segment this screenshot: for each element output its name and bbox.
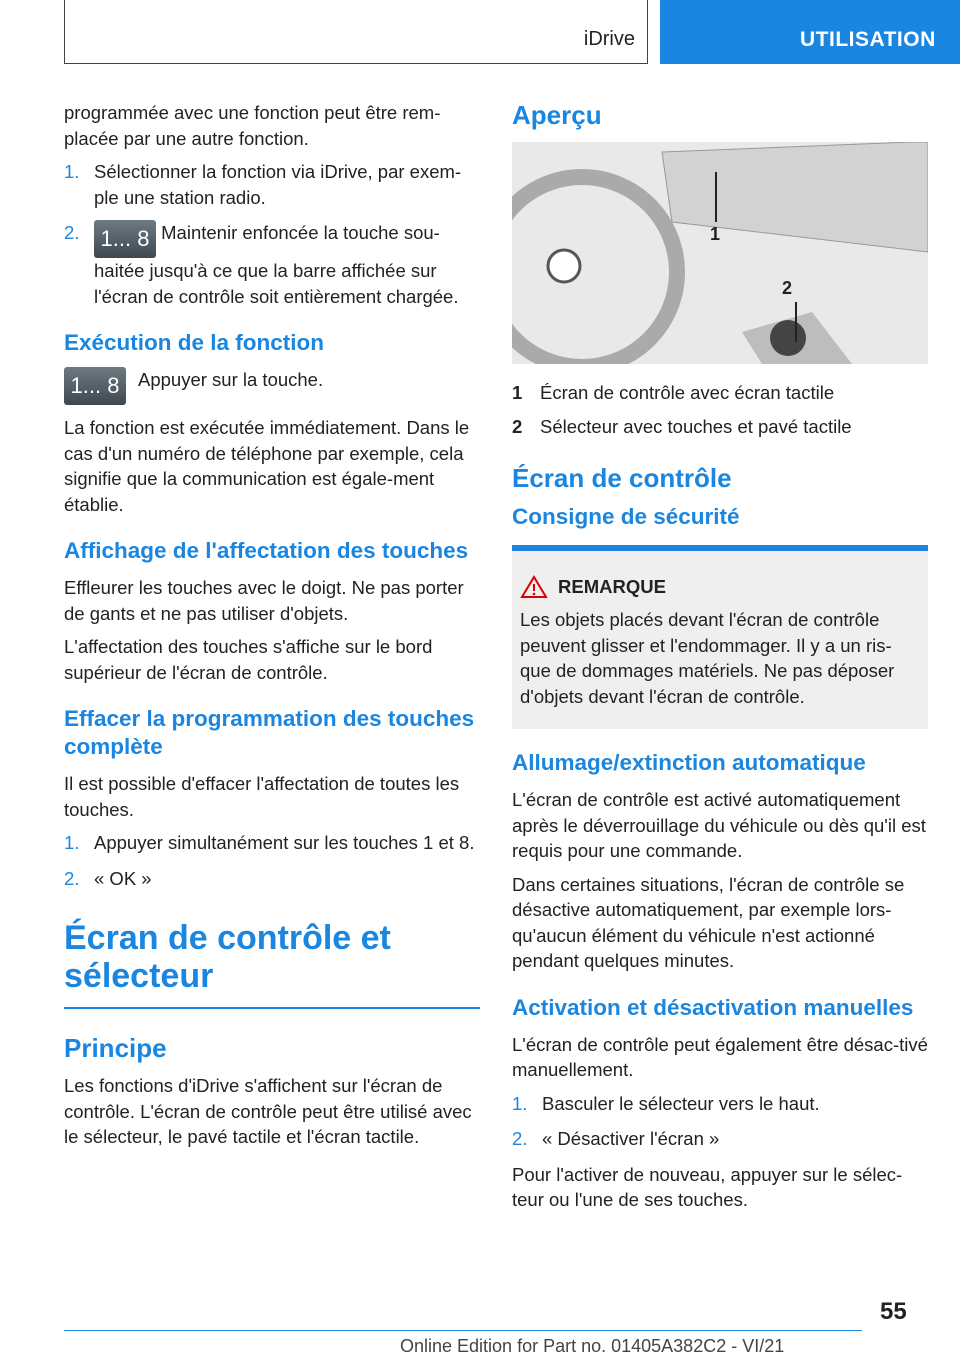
affectation-paragraph-2: L'affectation des touches s'affiche sur le bord supérieur de l'écran de contrôle.: [64, 636, 433, 683]
heading-principe: Principe: [64, 1033, 167, 1063]
list-item: [512, 1126, 928, 1152]
heading-execution: Exécution de la fonction: [64, 330, 325, 355]
list-item: [64, 866, 480, 892]
left-column: [64, 100, 480, 1158]
photo-label-2: 2: [782, 278, 793, 298]
heading-affectation: Affichage de l'affectation des touches: [64, 538, 469, 563]
right-column: [512, 100, 928, 1221]
heading-auto: Allumage/extinction automatique: [512, 750, 866, 775]
caption-number: 2: [512, 415, 523, 437]
header-chapter-tab: [660, 0, 960, 64]
warning-note: [512, 545, 928, 729]
heading-main-section: Écran de contrôle et sélecteur: [64, 919, 391, 995]
header-section-box: [64, 0, 648, 64]
manual-paragraph: L'écran de contrôle peut également être désac-tivé manuellement.: [512, 1033, 928, 1080]
warning-text: Les objets placés devant l'écran de contrôle peuvent glisser et l'endommager. Il y a un ris-que de dommages matériels. Ne pas déposer d'objets devant l'écran de contrôle.: [520, 609, 895, 707]
list-text: Basculer le sélecteur vers le haut.: [542, 1092, 820, 1114]
list-number: 1.: [512, 1092, 528, 1114]
page-number: 55: [880, 1298, 907, 1325]
caption-item: [512, 414, 928, 440]
list-text: « Désactiver l'écran »: [542, 1128, 720, 1149]
warning-triangle-icon: [520, 575, 548, 599]
heading-consigne: Consigne de sécurité: [512, 504, 740, 529]
caption-number: 1: [512, 382, 523, 403]
header-chapter-title: UTILISATION: [800, 28, 936, 51]
warning-title: REMARQUE: [558, 576, 666, 597]
list-number: 2.: [64, 222, 80, 243]
manual-paragraph-2: Pour l'activer de nouveau, appuyer sur le sélec-teur ou l'une de ses touches.: [512, 1163, 903, 1210]
auto-paragraph-1: L'écran de contrôle est activé automatiquement après le déverrouillage du véhicule ou dès qu'il est requis pour une commande.: [512, 789, 926, 861]
list-text: Appuyer simultanément sur les touches 1 et 8.: [94, 832, 475, 853]
heading-clear: Effacer la programmation des touches complète: [64, 706, 475, 759]
favorite-key-icon: 1... 8: [94, 220, 156, 258]
list-item: [512, 1091, 928, 1117]
caption-item: [512, 380, 928, 406]
list-number: 2.: [512, 1128, 528, 1149]
list-text: « OK »: [94, 867, 152, 889]
principe-paragraph: Les fonctions d'iDrive s'affichent sur l'écran de contrôle. L'écran de contrôle peut être utilisé avec le sélecteur, le pavé tactile et l'écran tactile.: [64, 1075, 472, 1147]
section-divider: [64, 1007, 480, 1009]
header-section-title: iDrive: [583, 28, 635, 50]
execution-key-row: [64, 367, 480, 405]
footer-edition: Online Edition for Part no. 01405A382C2 - VI/21: [400, 1336, 785, 1356]
list-text-body: Maintenir enfoncée la touche sou-haitée jusqu'à ce que la barre affichée sur l'écran de contrôle soit entièrement chargée.: [94, 222, 459, 307]
favorite-key-icon: 1... 8: [64, 367, 126, 405]
list-number: 1.: [64, 161, 80, 182]
caption-text: Écran de contrôle avec écran tactile: [540, 382, 835, 403]
heading-apercu: Aperçu: [512, 100, 602, 130]
list-number: 1.: [64, 832, 80, 853]
list-item: [64, 830, 480, 856]
execution-paragraph: La fonction est exécutée immédiatement. Dans le cas d'un numéro de téléphone par exemple, cela signifie que la communication est égale-ment établie.: [64, 417, 470, 515]
photo-label-1: 1: [710, 224, 721, 244]
dashboard-photo: [512, 142, 928, 364]
heading-ecran: Écran de contrôle: [512, 463, 732, 493]
footer-divider: [64, 1330, 862, 1331]
auto-paragraph-2: Dans certaines situations, l'écran de contrôle se désactive automatiquement, par exemple lors-qu'aucun élément du véhicule n'est actionné pendant quelques minutes.: [512, 873, 905, 971]
list-item: [64, 159, 480, 210]
affectation-paragraph-1: Effleurer les touches avec le doigt. Ne pas porter de gants et ne pas utiliser d'objets.: [64, 577, 464, 624]
execution-instruction: Appuyer sur la touche.: [138, 369, 324, 390]
caption-text: Sélecteur avec touches et pavé tactile: [540, 415, 852, 437]
intro-paragraph: programmée avec une fonction peut être rem-placée par une autre fonction.: [64, 102, 441, 149]
list-item: [64, 220, 480, 309]
clear-paragraph: Il est possible d'effacer l'affectation de toutes les touches.: [64, 773, 460, 820]
list-number: 2.: [64, 867, 80, 889]
warning-header: [520, 575, 920, 599]
list-text: Sélectionner la fonction via iDrive, par exem-ple une station radio.: [94, 161, 462, 208]
heading-manual: Activation et désactivation manuelles: [512, 994, 914, 1020]
list-text: [94, 220, 480, 309]
